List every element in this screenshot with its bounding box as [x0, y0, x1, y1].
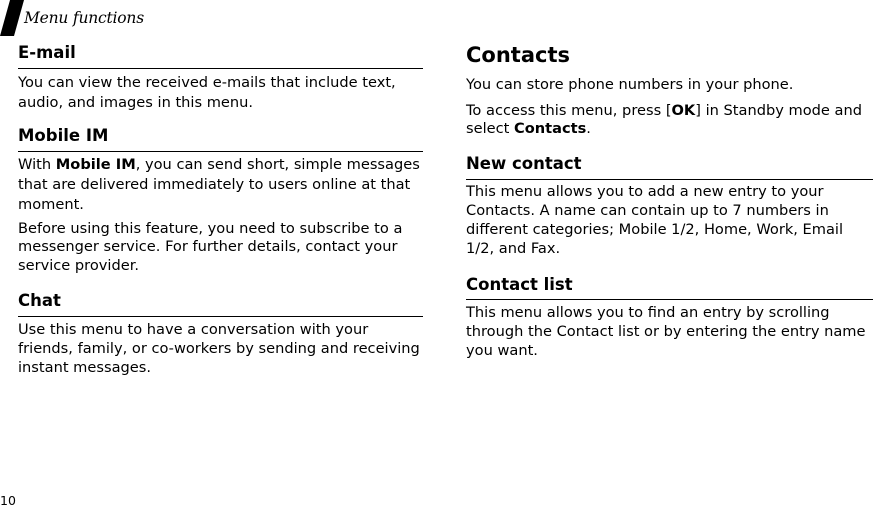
- email-text-line-1: You can view the received e-mails that include text,: [18, 74, 396, 91]
- new-contact-text-line-1: This menu allows you to add a new entry to your: [466, 183, 824, 200]
- email-text-line-2: audio, and images in this menu.: [18, 94, 254, 111]
- section-heading-email: E-mail: [18, 43, 76, 62]
- mobile-im-text-line-1: With Mobile IM, you can send short, simple messages: [18, 156, 420, 173]
- contacts-bold-term: Contacts: [514, 120, 587, 137]
- new-contact-text-line-3: different categories; Mobile 1/2, Home, Work, Email: [466, 221, 844, 238]
- page-header-title: Menu functions: [24, 9, 144, 27]
- section-heading-new-contact: New contact: [466, 154, 582, 173]
- mobile-im-text-line-6: service provider.: [18, 257, 140, 274]
- header-accent-bar: [0, 0, 24, 36]
- contact-list-text-line-1: This menu allows you to find an entry by scrolling: [466, 304, 830, 321]
- contact-list-text-line-2: through the Contact list or by entering the entry name: [466, 323, 866, 340]
- section-heading-chat: Chat: [18, 291, 61, 310]
- page-number: 10: [0, 493, 16, 508]
- mobile-im-text-line-4: Before using this feature, you need to subscribe to a: [18, 220, 403, 237]
- new-contact-text-line-4: 1/2, and Fax.: [466, 240, 561, 257]
- chat-text-line-3: instant messages.: [18, 359, 152, 376]
- contacts-text-line-2: To access this menu, press [OK] in Standby mode and: [466, 102, 862, 119]
- chat-text-line-2: friends, family, or co-workers by sending and receiving: [18, 340, 420, 357]
- mobile-im-text-line-3: moment.: [18, 196, 84, 213]
- section-rule-mobile-im: [18, 151, 423, 152]
- mobile-im-text-line-5: messenger service. For further details, contact your: [18, 238, 398, 255]
- chat-text-line-1: Use this menu to have a conversation with your: [18, 321, 369, 338]
- section-heading-contact-list: Contact list: [466, 275, 573, 294]
- section-heading-contacts: Contacts: [466, 43, 570, 67]
- mobile-im-bold-term: Mobile IM: [55, 156, 136, 173]
- section-rule-contact-list: [466, 299, 873, 300]
- section-rule-chat: [18, 316, 423, 317]
- contacts-text-line-1: You can store phone numbers in your phone.: [466, 76, 794, 93]
- section-rule-email: [18, 68, 423, 69]
- section-rule-new-contact: [466, 179, 873, 180]
- section-heading-mobile-im: Mobile IM: [18, 126, 109, 145]
- contacts-text-line-3: select Contacts.: [466, 120, 591, 137]
- ok-key-label: OK: [671, 102, 696, 119]
- contact-list-text-line-3: you want.: [466, 342, 538, 359]
- mobile-im-text-line-2: that are delivered immediately to users online at that: [18, 176, 411, 193]
- new-contact-text-line-2: Contacts. A name can contain up to 7 numbers in: [466, 202, 829, 219]
